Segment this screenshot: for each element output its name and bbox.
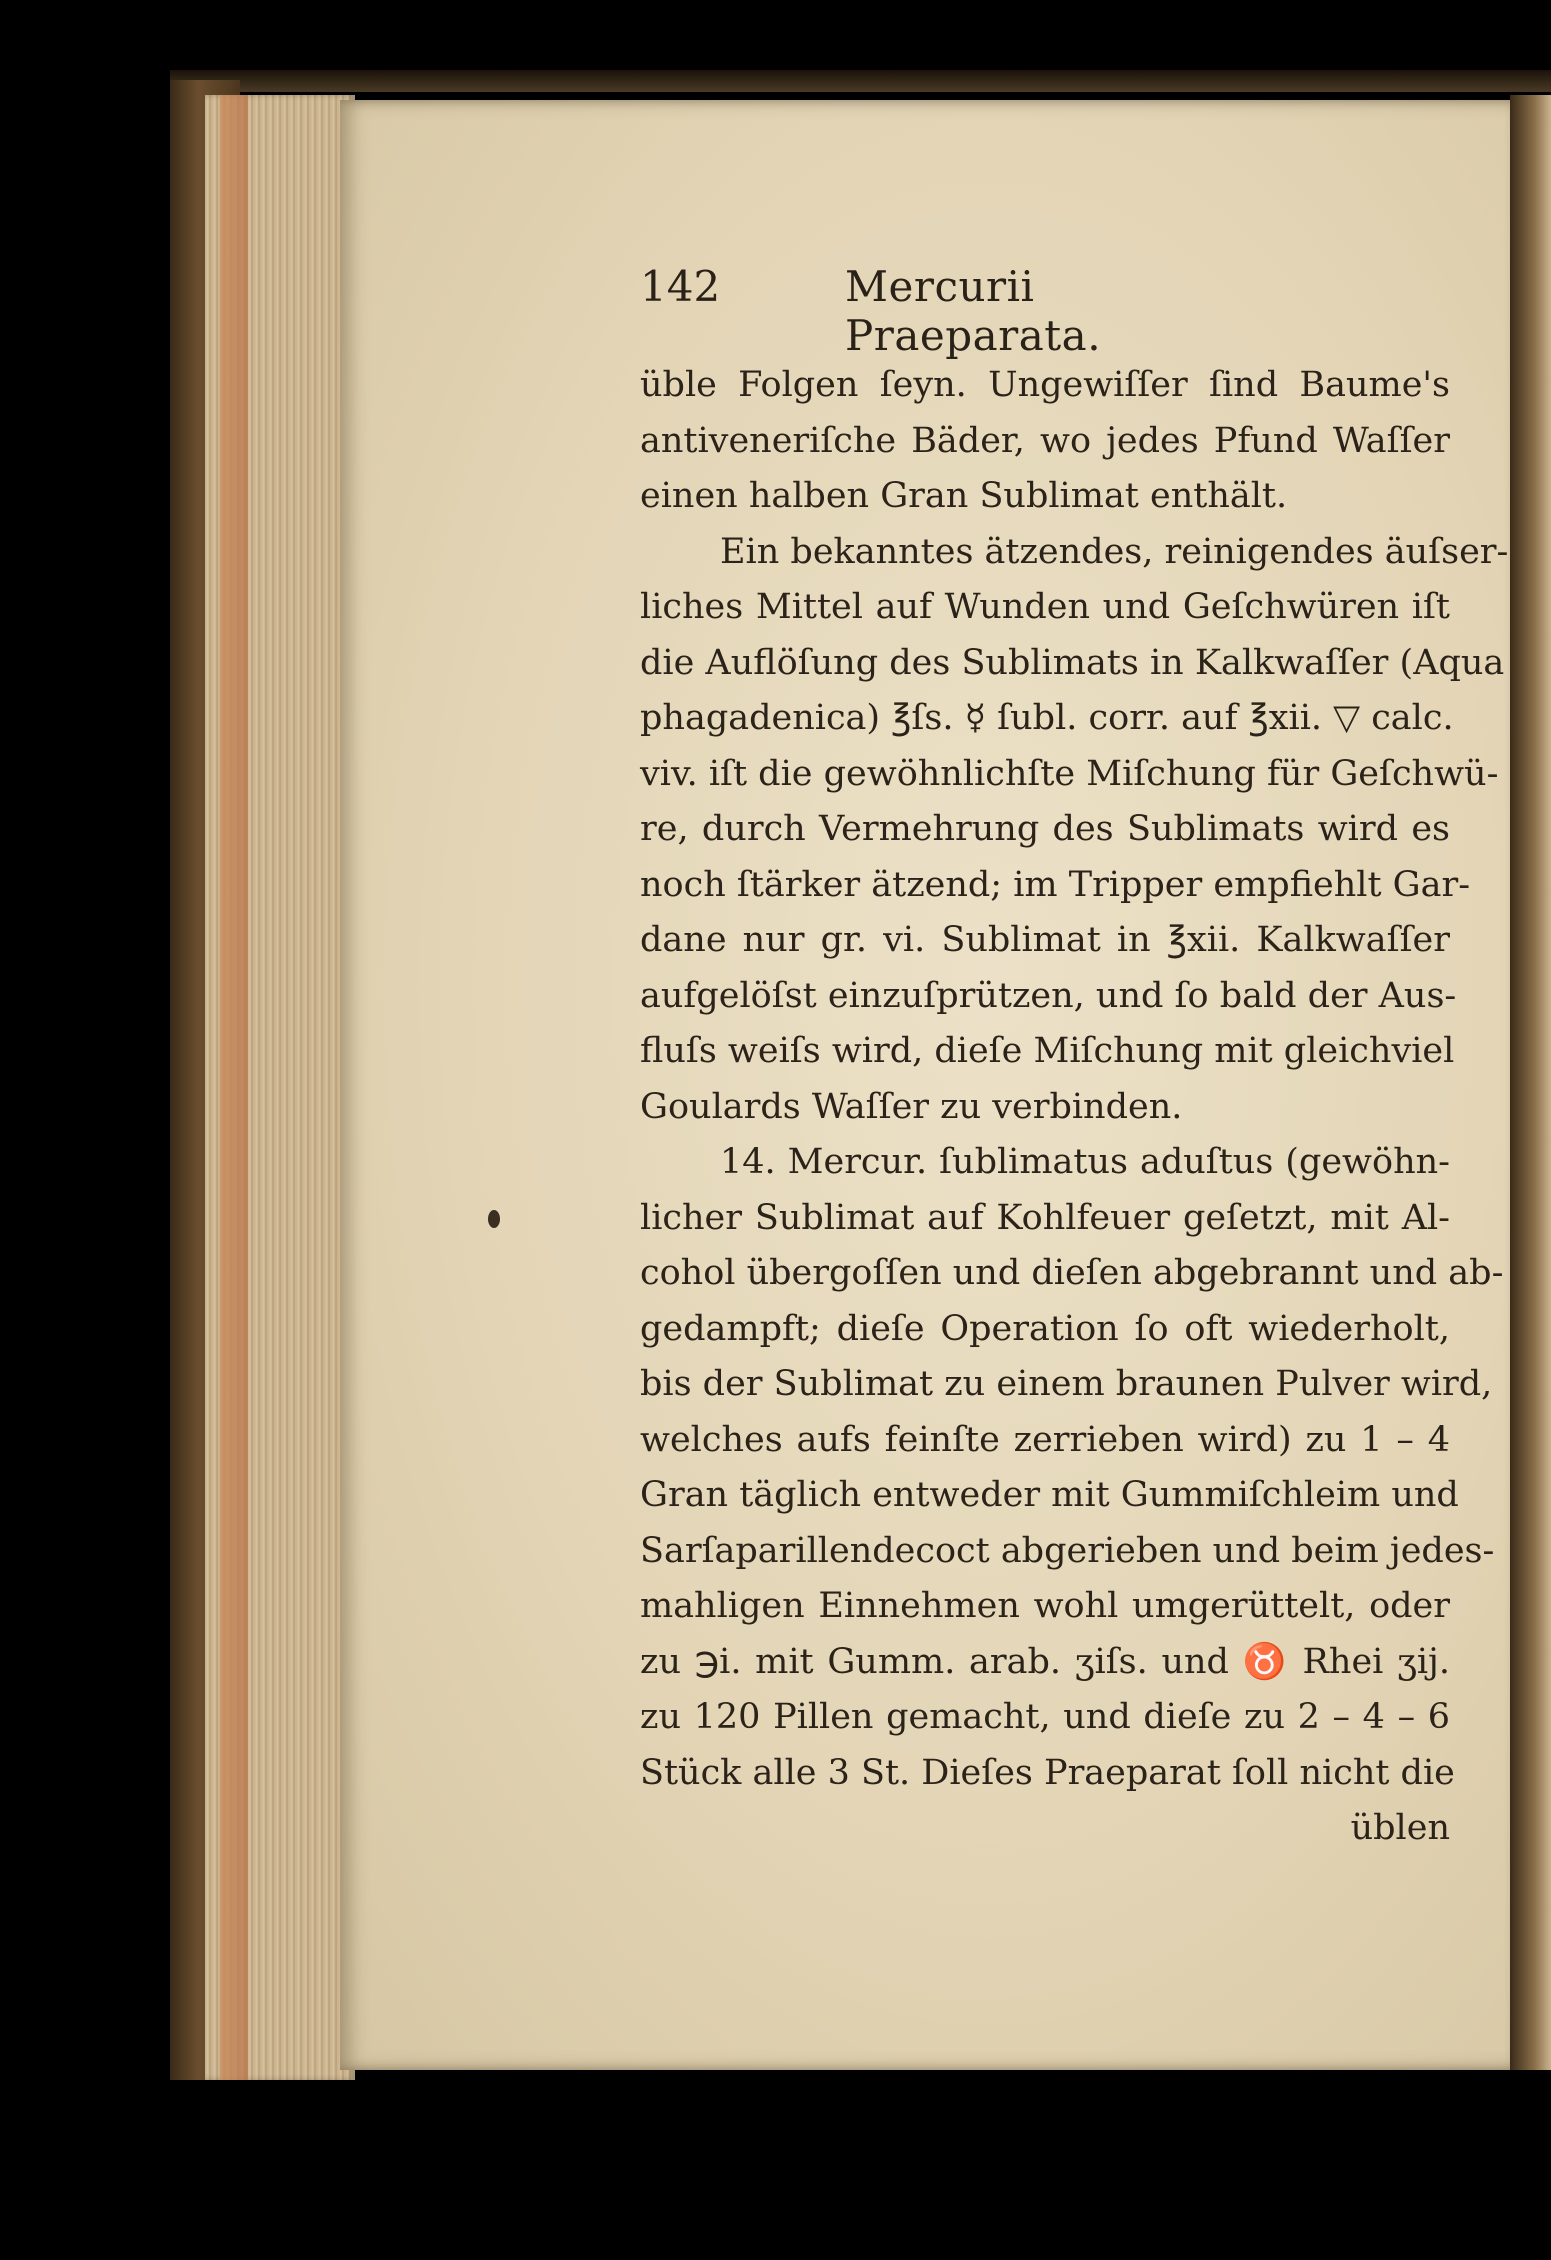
text-line: Gran täglich entweder mit Gummiſchleim und <box>640 1475 1459 1515</box>
page-header <box>640 262 1260 360</box>
text-line: 14. Mercur. ſublimatus aduſtus (gewöhn- <box>720 1142 1450 1182</box>
text-line: zu ℈i. mit Gumm. arab. ʒiſs. und ♉ Rhei ʒij. <box>640 1641 1450 1682</box>
text-line: Ein bekanntes ätzendes, reinigendes äuſser- <box>720 531 1509 572</box>
facing-page-edge <box>1510 95 1551 2070</box>
text-line: üble Folgen ſeyn. Ungewiſſer ſind Baume's <box>640 365 1450 405</box>
text-line: Stück alle 3 St. Dieſes Praeparat ſoll nicht die <box>640 1752 1455 1793</box>
text-line: noch ſtärker ätzend; im Tripper empfiehlt Gar- <box>640 864 1471 905</box>
text-line: aufgelöſst einzuſprützen, und ſo bald der Aus- <box>640 975 1457 1016</box>
text-line: mahligen Einnehmen wohl umgerüttelt, oder <box>640 1586 1450 1626</box>
page-number: 142 <box>640 262 721 311</box>
text-line: fluſs weiſs wird, dieſe Miſchung mit gleichviel <box>640 1031 1455 1071</box>
text-line: re, durch Vermehrung des Sublimats wird es <box>640 809 1450 849</box>
text-line: einen halben Gran Sublimat enthält. <box>640 476 1288 516</box>
ink-spot <box>488 1210 500 1228</box>
text-line: viv. iſt die gewöhnlichſte Miſchung für Geſchwü- <box>640 753 1499 794</box>
text-line: gedampft; dieſe Operation ſo oft wiederholt, <box>640 1308 1450 1349</box>
text-line: antiveneriſche Bäder, wo jedes Pfund Waſſer <box>640 420 1450 461</box>
text-line: zu 120 Pillen gemacht, und dieſe zu 2 – 4 – 6 <box>640 1697 1450 1737</box>
text-line: dane nur gr. vi. Sublimat in ℥xii. Kalkwaſſer <box>640 920 1450 960</box>
text-line: Sarſaparillendecoct abgerieben und beim jedes- <box>640 1530 1495 1571</box>
text-line: üblen <box>1350 1808 1450 1848</box>
text-line: Goulards Waſſer zu verbinden. <box>640 1086 1183 1127</box>
text-line: die Auflöſung des Sublimats in Kalkwaſſer (Aqua <box>640 642 1505 683</box>
page-edges <box>205 95 355 2080</box>
page-body-text <box>640 358 1509 1857</box>
text-line: liches Mittel auf Wunden und Geſchwüren iſt <box>640 587 1450 627</box>
running-head: Mercurii Praeparata. <box>845 262 1102 360</box>
text-line: cohol übergoſſen und dieſen abgebrannt und ab- <box>640 1253 1504 1293</box>
text-line: welches aufs feinſte zerrieben wird) zu 1 – 4 <box>640 1419 1450 1460</box>
text-line: licher Sublimat auf Kohlfeuer geſetzt, mit Al- <box>640 1197 1450 1238</box>
text-line: bis der Sublimat zu einem braunen Pulver wird, <box>640 1364 1493 1404</box>
book-spine-top <box>170 70 1551 92</box>
text-line: phagadenica) ℥ſs. ☿ ſubl. corr. auf ℥xii. ▽ calc. <box>640 698 1454 738</box>
